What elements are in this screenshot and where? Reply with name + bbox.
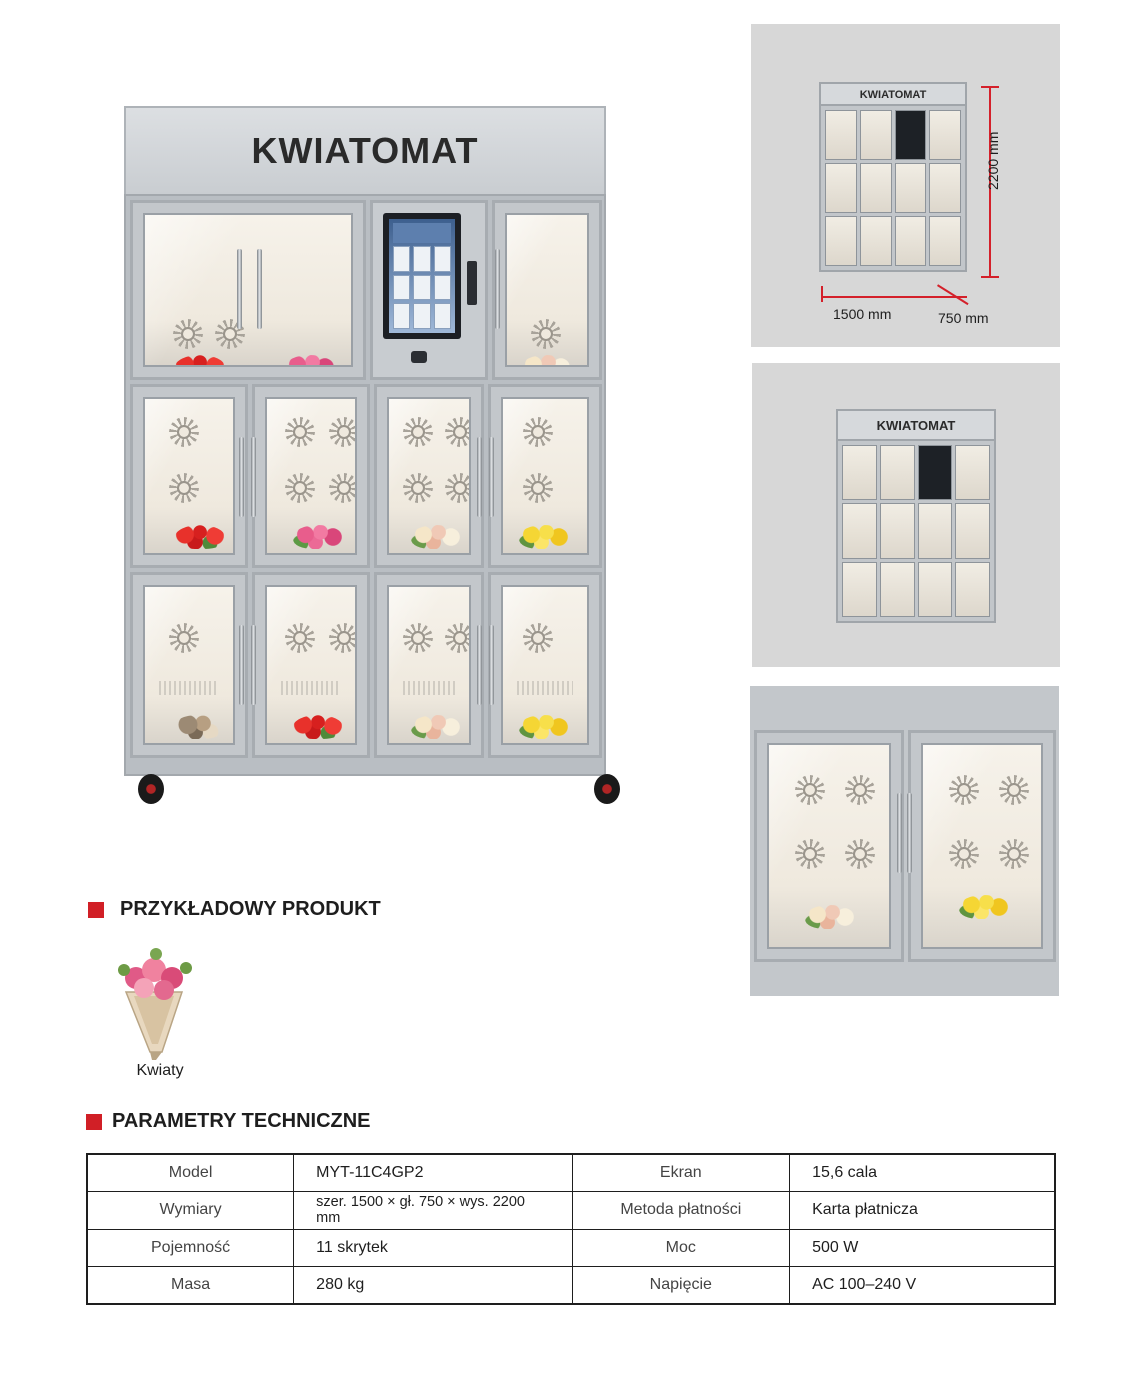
product-label: Kwiaty — [136, 1062, 184, 1079]
table-row — [87, 1267, 1055, 1305]
spec-value: 15,6 cala — [790, 1154, 1055, 1192]
vending-machine-image — [124, 106, 606, 776]
height-label: 2200 mm — [985, 131, 1001, 190]
spec-value: Karta płatnicza — [790, 1192, 1055, 1230]
spec-label: Masa — [87, 1267, 294, 1305]
width-label: 1500 mm — [833, 306, 892, 322]
card-reader-icon — [467, 261, 477, 305]
angle-view-photo — [752, 363, 1060, 667]
spec-label: Model — [87, 1154, 294, 1192]
spec-label: Metoda płatności — [572, 1192, 790, 1230]
locker — [488, 572, 602, 758]
spec-label: Napięcie — [572, 1267, 790, 1305]
specs-table — [86, 1153, 1056, 1305]
depth-label: 750 mm — [938, 310, 989, 326]
spec-label: Moc — [572, 1229, 790, 1267]
caster-wheel-icon — [138, 774, 164, 804]
spec-value: 11 skrytek — [294, 1229, 572, 1267]
camera-icon — [411, 351, 427, 363]
section-marker-icon — [86, 1114, 102, 1130]
locker-top-right — [492, 200, 602, 380]
locker-double-top-left — [130, 200, 366, 380]
mini-machine-title: KWIATOMAT — [821, 84, 965, 106]
caster-wheel-icon — [594, 774, 620, 804]
table-row — [87, 1192, 1055, 1230]
spec-value: AC 100–240 V — [790, 1267, 1055, 1305]
closeup-photo — [750, 686, 1059, 996]
table-row — [87, 1229, 1055, 1267]
spec-value: MYT-11C4GP2 — [294, 1154, 572, 1192]
spec-label: Pojemność — [87, 1229, 294, 1267]
machine-header — [124, 106, 606, 196]
depth-dimension-line — [937, 284, 969, 305]
mini-machine-angle — [836, 409, 996, 623]
spec-label: Wymiary — [87, 1192, 294, 1230]
locker — [374, 572, 484, 758]
mini-machine-angle-title: KWIATOMAT — [838, 411, 994, 441]
locker — [252, 572, 370, 758]
mini-machine — [819, 82, 967, 272]
locker — [374, 384, 484, 568]
locker — [488, 384, 602, 568]
dimensions-photo — [751, 24, 1060, 347]
bouquet-icon — [104, 940, 204, 1062]
width-dimension-line — [821, 296, 967, 298]
spec-label: Ekran — [572, 1154, 790, 1192]
locker — [252, 384, 370, 568]
specs-section-title: PARAMETRY TECHNICZNE — [86, 1110, 371, 1133]
spec-value: 280 kg — [294, 1267, 572, 1305]
section-marker-icon — [88, 902, 104, 918]
screen-panel — [370, 200, 488, 380]
product-section-title: PRZYKŁADOWY PRODUKT — [88, 898, 381, 921]
table-row — [87, 1154, 1055, 1192]
machine-title: KWIATOMAT — [251, 130, 479, 171]
touch-screen — [383, 213, 461, 339]
locker — [130, 384, 248, 568]
locker — [130, 572, 248, 758]
machine-body — [124, 194, 606, 776]
spec-value: szer. 1500 × gł. 750 × wys. 2200 mm — [294, 1192, 572, 1230]
spec-value: 500 W — [790, 1229, 1055, 1267]
